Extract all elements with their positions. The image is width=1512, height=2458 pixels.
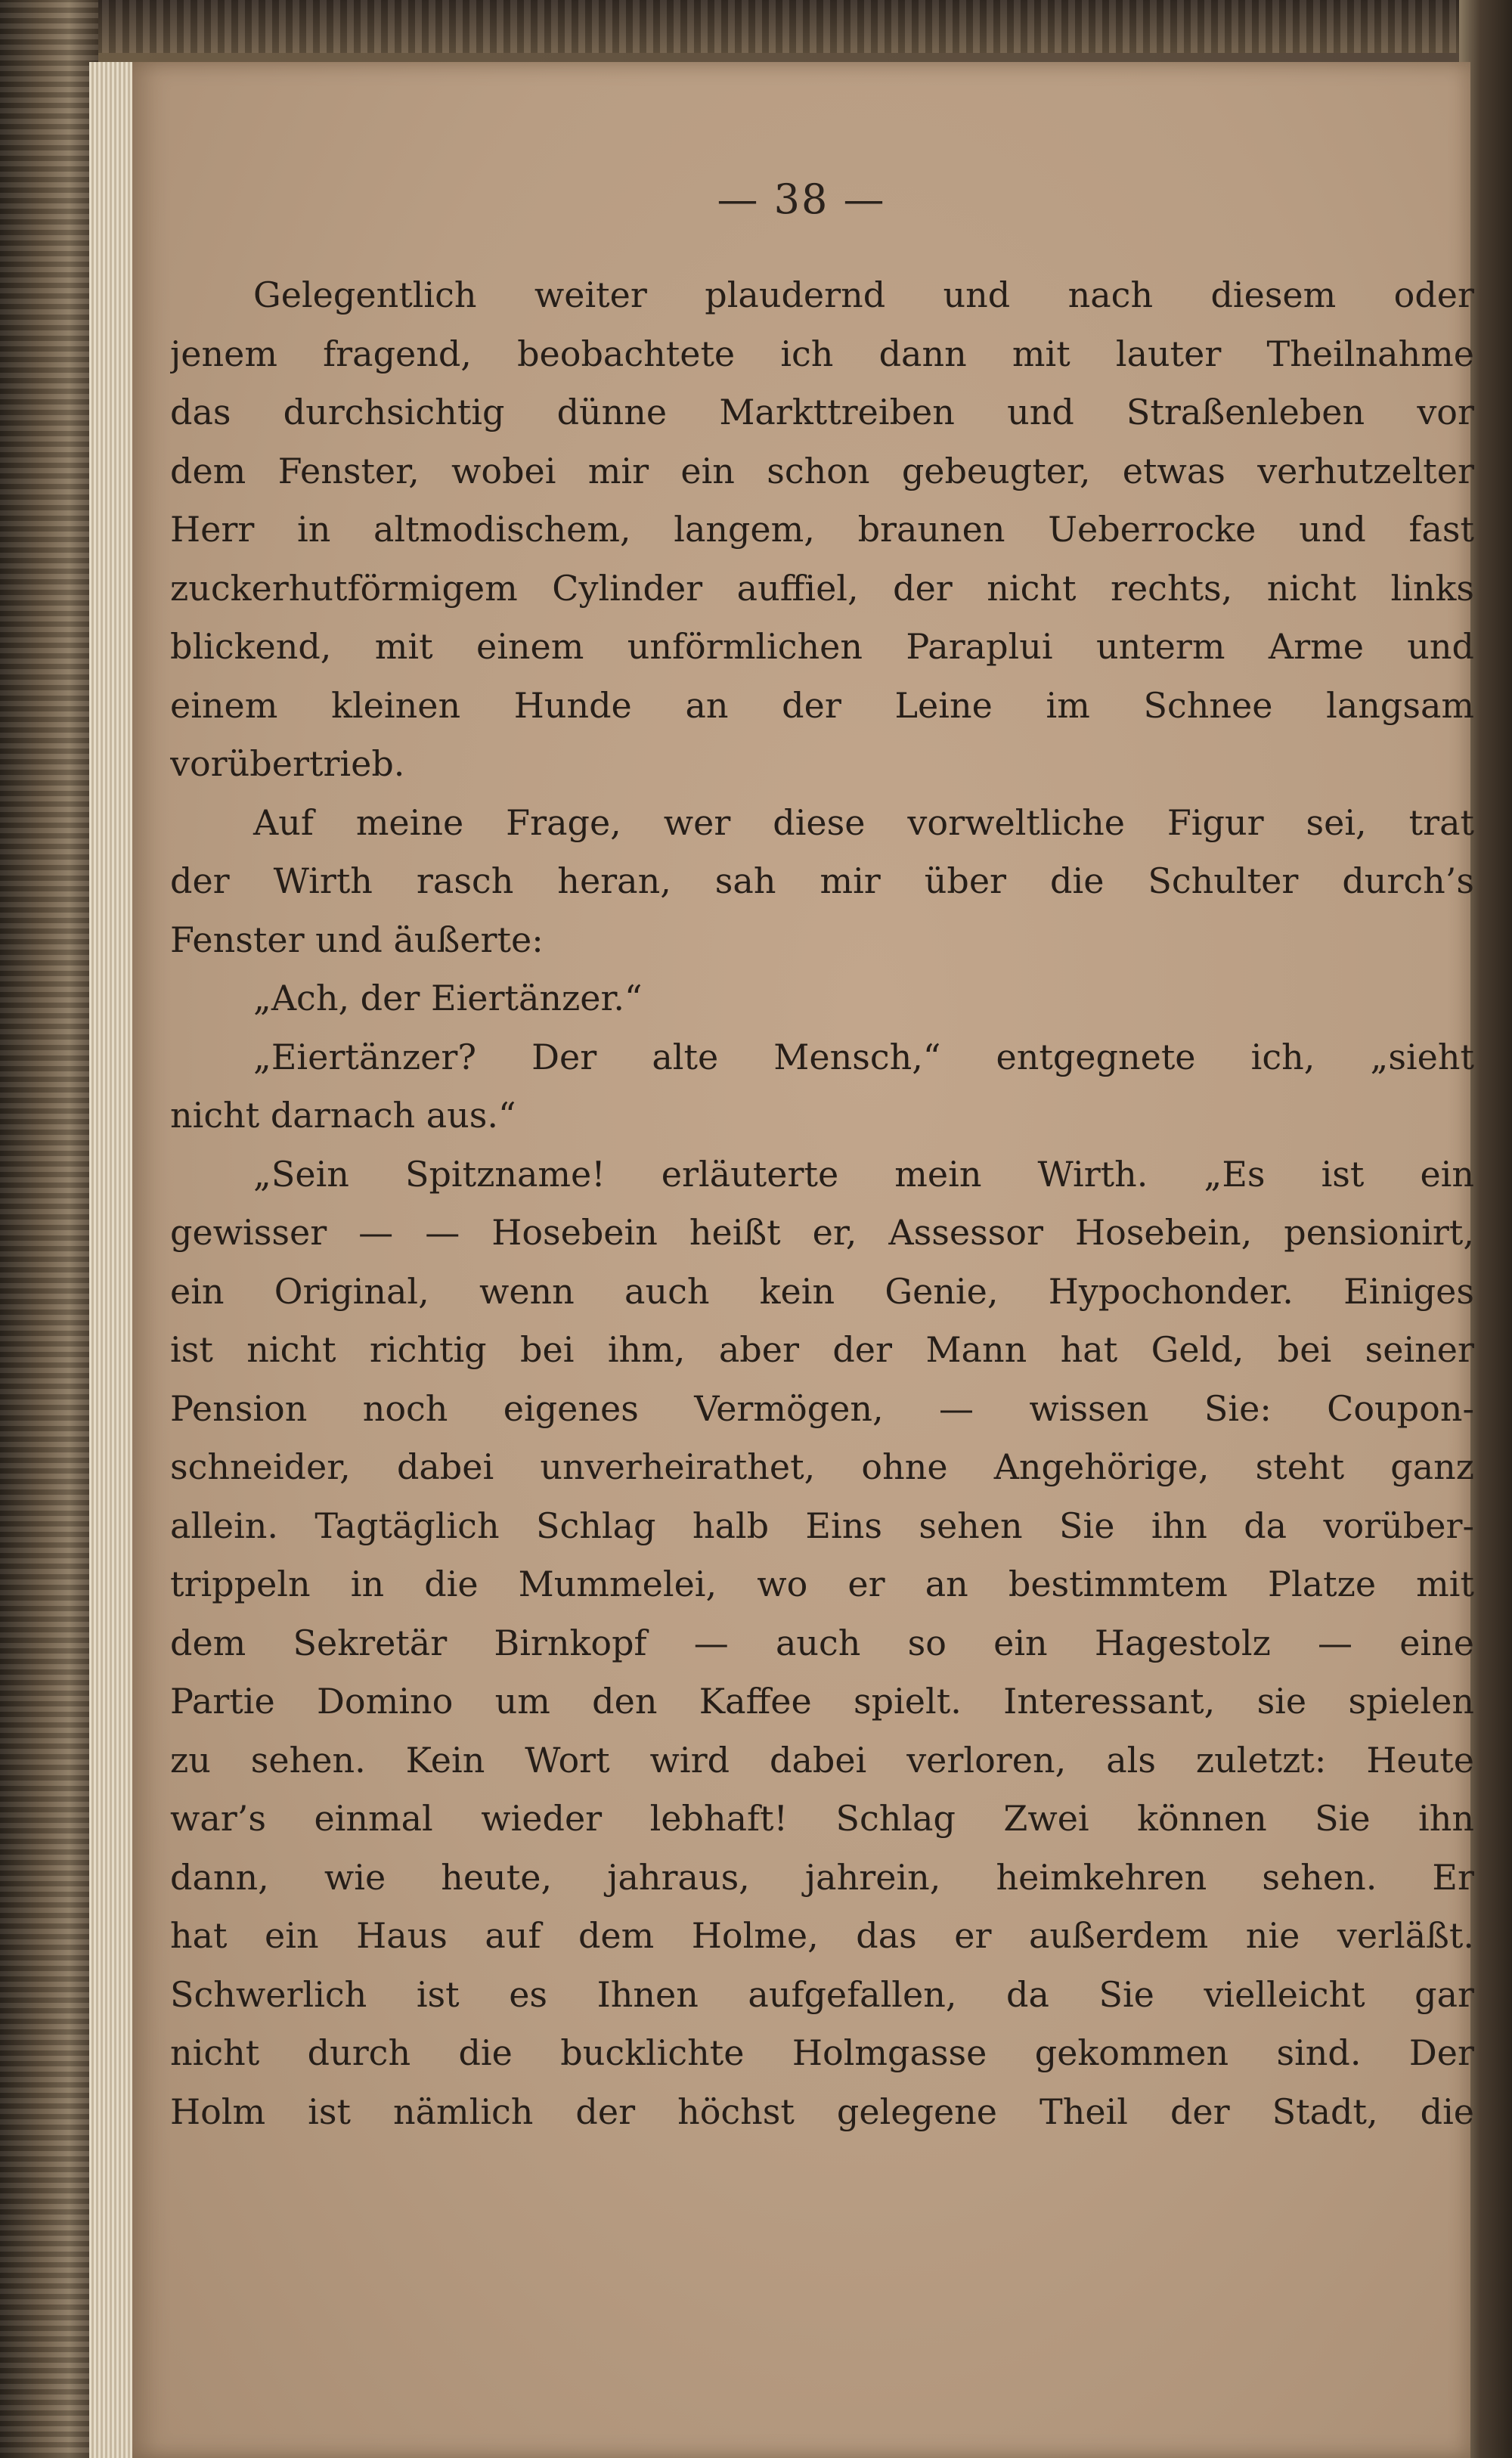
text-line: schneider, dabei unverheirathet, ohne Angehörige, steht ganz	[170, 1446, 1474, 1487]
book-binding-left	[0, 0, 98, 2458]
text-line: nicht durch die bucklichte Holmgasse gekommen sind. Der	[170, 2032, 1474, 2073]
text-line: Gelegentlich weiter plaudernd und nach diesem oder	[253, 274, 1474, 315]
text-line: Holm ist nämlich der höchst gelegene Theil der Stadt, die	[170, 2091, 1474, 2132]
text-line: Auf meine Frage, wer diese vorweltliche Figur sei, trat	[253, 801, 1474, 843]
text-line: ein Original, wenn auch kein Genie, Hypochonder. Einiges	[170, 1270, 1474, 1312]
text-line: einem kleinen Hunde an der Leine im Schnee langsam	[170, 684, 1474, 726]
text-line: Schwerlich ist es Ihnen aufgefallen, da Sie vielleicht gar	[170, 1973, 1474, 2015]
text-line: dann, wie heute, jahraus, jahrein, heimkehren sehen. Er	[170, 1856, 1474, 1898]
text-line: blickend, mit einem unförmlichen Paraplui unterm Arme und	[170, 626, 1474, 667]
text-line: dem Fenster, wobei mir ein schon gebeugter, etwas verhutzelter	[170, 450, 1474, 491]
text-line: zu sehen. Kein Wort wird dabei verloren, als zuletzt: Heute	[170, 1739, 1474, 1781]
text-line: Partie Domino um den Kaffee spielt. Interessant, sie spielen	[170, 1681, 1474, 1722]
book-binding-top	[0, 0, 1512, 53]
text-line: Pension noch eigenes Vermögen, — wissen Sie: Coupon-	[170, 1387, 1474, 1429]
text-line: war’s einmal wieder lebhaft! Schlag Zwei können Sie ihn	[170, 1798, 1474, 1839]
text-line: zuckerhutförmigem Cylinder auffiel, der nicht rechts, nicht links	[170, 567, 1474, 609]
text-line: der Wirth rasch heran, sah mir über die Schulter durch’s	[170, 860, 1474, 901]
text-line: allein. Tagtäglich Schlag halb Eins sehen Sie ihn da vorüber-	[170, 1505, 1474, 1546]
text-line: „Eiertänzer? Der alte Mensch,“ entgegnete ich, „sieht	[253, 1036, 1474, 1077]
page-number: — 38 —	[717, 175, 886, 223]
text-line: dem Sekretär Birnkopf — auch so ein Hagestolz — eine	[170, 1622, 1474, 1663]
text-line: trippeln in die Mummelei, wo er an bestimmtem Platze mit	[170, 1564, 1474, 1604]
text-line: vorübertrieb.	[170, 743, 405, 784]
text-line: jenem fragend, beobachtete ich dann mit lauter Theilnahme	[170, 333, 1474, 374]
text-line: nicht darnach aus.“	[170, 1095, 516, 1136]
text-line: Fenster und äußerte:	[170, 919, 544, 960]
text-line: hat ein Haus auf dem Holme, das er außerdem nie verläßt.	[170, 1915, 1474, 1956]
text-line: Herr in altmodischem, langem, braunen Ueberrocke und fast	[170, 509, 1474, 550]
text-line: ist nicht richtig bei ihm, aber der Mann hat Geld, bei seiner	[170, 1329, 1474, 1370]
text-line: das durchsichtig dünne Markttreiben und Straßenleben vor	[170, 392, 1474, 432]
text-line: gewisser — — Hosebein heißt er, Assessor Hosebein, pensionirt,	[170, 1212, 1474, 1253]
text-line: „Ach, der Eiertänzer.“	[253, 978, 643, 1018]
body-text	[170, 266, 1474, 2141]
text-line: „Sein Spitzname! erläuterte mein Wirth. „Es ist ein	[253, 1153, 1474, 1195]
